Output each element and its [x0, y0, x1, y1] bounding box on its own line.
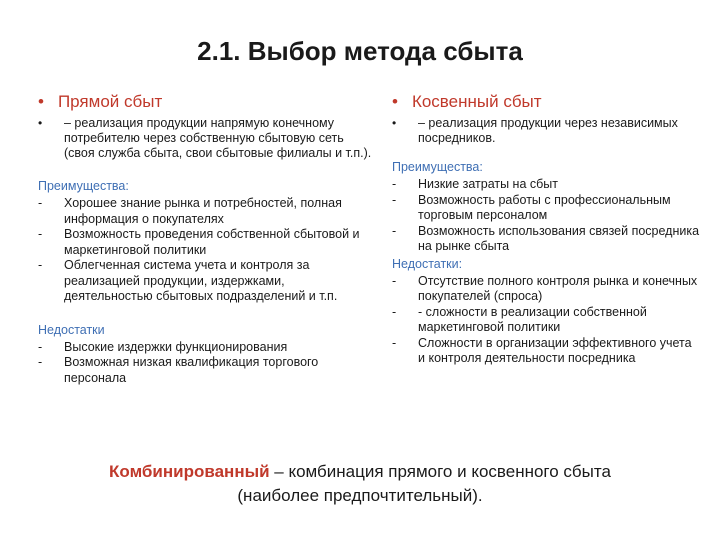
summary-line-1 — [0, 460, 720, 484]
indirect-sales-column — [392, 92, 702, 367]
direct-sales-description — [38, 116, 373, 161]
indirect-sales-heading — [392, 92, 702, 112]
dash-icon: - — [38, 258, 43, 272]
dash-icon: - — [38, 196, 43, 210]
dash-icon: - — [38, 355, 43, 369]
indirect-advantages-label: Преимущества: — [392, 160, 483, 174]
dash-icon: - — [392, 177, 397, 191]
indirect-disadvantages-list — [392, 274, 702, 367]
list-item — [392, 193, 702, 224]
dash-icon: - — [392, 273, 397, 288]
indirect-disadvantages-label: Недостатки: — [392, 256, 463, 271]
list-item-text: Сложности в организации эффективного учета и контроля деятельности посредника — [418, 335, 692, 365]
direct-sales-description-text: – реализация продукции напрямую конечному потребителю через собственную сбытовую сеть (своя служба сбыта, свои сбытовые филиалы и т.п.). — [64, 116, 372, 160]
list-item — [392, 336, 702, 367]
list-item — [392, 177, 702, 193]
list-item — [392, 274, 702, 305]
direct-disadvantages-list — [38, 340, 373, 387]
indirect-advantages-list — [392, 177, 702, 255]
list-item — [38, 196, 373, 227]
slide-title: 2.1. Выбор метода сбыта — [197, 36, 523, 66]
combined-term: Комбинированный — [109, 462, 270, 481]
bullet-icon: • — [38, 92, 44, 111]
direct-disadvantages-label: Недостатки — [38, 322, 105, 337]
indirect-sales-description-text: – реализация продукции через независимых посредников. — [418, 116, 678, 145]
dash-icon: - — [38, 227, 43, 241]
dash-icon: - — [392, 223, 397, 238]
bullet-icon: • — [392, 116, 397, 130]
direct-advantages-label: Преимущества: — [38, 179, 129, 193]
dash-icon: - — [392, 192, 397, 207]
list-item — [38, 340, 373, 356]
list-item-text: Возможность использования связей посредника на рынке сбыта — [418, 223, 700, 253]
list-item-text: Хорошее знание рынка и потребностей, полная информация о покупателях — [64, 196, 342, 226]
bullet-icon: • — [38, 116, 43, 130]
direct-sales-heading-text: Прямой сбыт — [57, 92, 163, 111]
dash-icon: - — [392, 335, 397, 350]
list-item — [38, 227, 373, 258]
summary-line-2: (наиболее предпочтительный). — [237, 486, 483, 505]
list-item-text: Низкие затраты на сбыт — [418, 177, 559, 191]
list-item-text: Отсутствие полного контроля рынка и конечных покупателей (спроса) — [418, 273, 698, 303]
dash-icon: - — [38, 339, 43, 354]
list-item-text: Возможная низкая квалификация торгового персонала — [64, 355, 319, 385]
bullet-icon: • — [392, 92, 398, 111]
indirect-sales-heading-text: Косвенный сбыт — [411, 92, 542, 111]
direct-sales-heading — [38, 92, 373, 112]
summary-line-1-rest: – комбинация прямого и косвенного сбыта — [269, 462, 611, 481]
list-item — [392, 224, 702, 255]
indirect-sales-description — [392, 116, 702, 146]
combined-sales-summary — [0, 460, 720, 508]
direct-sales-column — [38, 92, 373, 386]
list-item-text: Возможность проведения собственной сбытовой и маркетинговой политики — [64, 227, 360, 257]
list-item-text: Возможность работы с профессиональным торговым персоналом — [418, 192, 671, 222]
list-item — [38, 355, 373, 386]
list-item — [38, 258, 373, 305]
list-item-text: Высокие издержки функционирования — [64, 339, 288, 354]
list-item — [392, 305, 702, 336]
list-item-text: Облегченная система учета и контроля за реализацией продукции, издержками, деятельностью сбытовых подразделений и т.п. — [64, 258, 338, 303]
dash-icon: - — [392, 304, 397, 319]
direct-advantages-list — [38, 196, 373, 305]
list-item-text: - сложности в реализации собственной маркетинговой политики — [418, 304, 647, 334]
